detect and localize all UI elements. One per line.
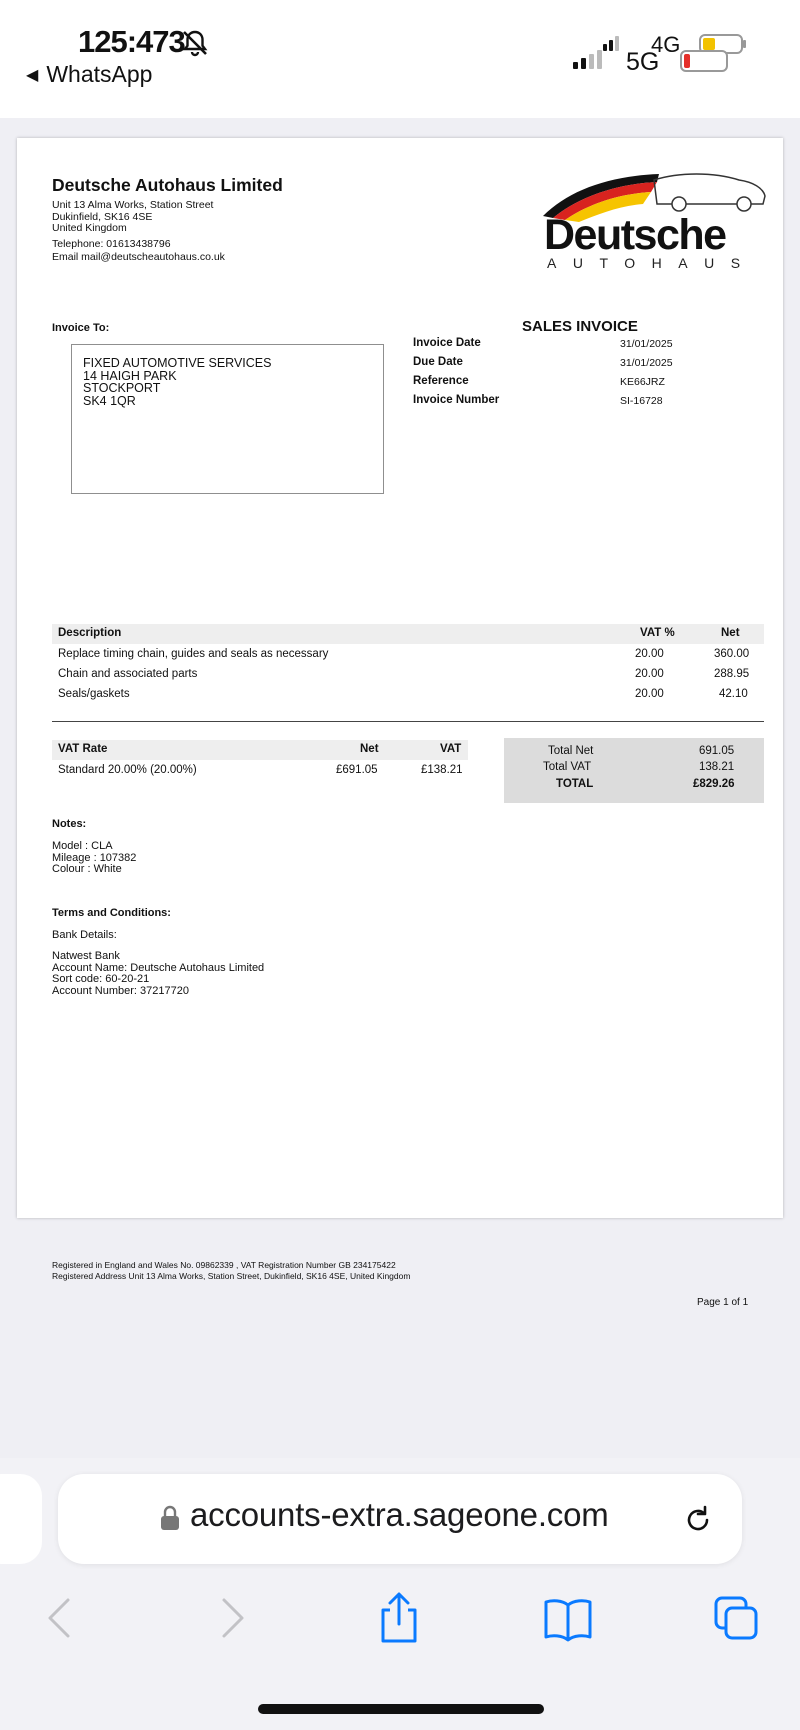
item-vat-pct: 20.00 — [635, 648, 664, 660]
logo-wordmark: Deutsche — [544, 211, 726, 259]
company-email: Email mail@deutscheautohaus.co.uk — [52, 250, 225, 263]
vat-net-value: £691.05 — [336, 764, 378, 776]
total-vat-label: Total VAT — [543, 761, 592, 773]
bank-line: Account Name: Deutsche Autohaus Limited — [52, 961, 265, 974]
invoice-number-label: Invoice Number — [413, 394, 500, 406]
tabs-icon[interactable] — [712, 1590, 762, 1646]
due-date-label: Due Date — [413, 356, 463, 368]
note-line: Mileage : 107382 — [52, 851, 137, 864]
company-contact — [52, 238, 225, 263]
reference-label: Reference — [413, 375, 469, 387]
item-description: Chain and associated parts — [58, 668, 198, 680]
footer-line: Registered Address Unit 13 Alma Works, Station Street, Dukinfield, SK16 4SE, United Kingdom — [52, 1271, 411, 1281]
cellular-signal-icon — [572, 34, 628, 74]
back-arrow-icon[interactable] — [44, 1590, 74, 1646]
total-net-value: 691.05 — [699, 745, 735, 757]
page-number: Page 1 of 1 — [697, 1297, 749, 1308]
vat-amount-value: £138.21 — [421, 764, 463, 776]
col-description: Description — [58, 627, 122, 639]
item-description: Seals/gaskets — [58, 688, 130, 700]
address-line: STOCKPORT — [83, 381, 161, 395]
address-line: United Kingdom — [52, 222, 127, 234]
home-indicator — [258, 1704, 544, 1714]
grand-total-value: £829.26 — [693, 778, 735, 790]
item-vat-pct: 20.00 — [635, 688, 664, 700]
bank-details-label: Bank Details: — [52, 929, 117, 941]
address-line: FIXED AUTOMOTIVE SERVICES — [83, 356, 272, 370]
terms-heading: Terms and Conditions: — [52, 907, 171, 919]
item-vat-pct: 20.00 — [635, 668, 664, 680]
logo-subtitle: AUTOHAUS — [547, 255, 757, 271]
address-line: 14 HAIGH PARK — [83, 368, 177, 383]
col-vat-amount: VAT — [440, 743, 462, 755]
invoice-title: SALES INVOICE — [522, 318, 638, 335]
notes-heading: Notes: — [52, 818, 87, 830]
invoice-page — [17, 138, 783, 1308]
back-app-label: WhatsApp — [46, 61, 153, 87]
status-time: 125:473 — [78, 24, 185, 59]
share-icon[interactable] — [376, 1590, 422, 1646]
vat-table-header — [52, 740, 468, 760]
footer-line: Registered in England and Wales No. 09862339 , VAT Registration Number GB 234175422 — [52, 1260, 396, 1270]
network-5g-label: 5G — [626, 48, 660, 76]
back-triangle-icon: ◀ — [26, 67, 39, 84]
registration-footer — [52, 1260, 410, 1282]
items-table-header — [52, 624, 764, 644]
table-divider — [52, 721, 764, 722]
url-text[interactable]: accounts-extra.sageone.com — [190, 1496, 609, 1533]
invoice-to-label: Invoice To: — [52, 322, 110, 334]
bell-muted-icon — [180, 28, 210, 58]
invoice-date-label: Invoice Date — [413, 337, 481, 349]
address-line: Dukinfield, SK16 4SE — [52, 210, 153, 223]
lock-icon — [160, 1505, 180, 1531]
invoice-number-value: SI-16728 — [620, 395, 663, 407]
back-to-app-link[interactable] — [26, 61, 152, 88]
col-vat-rate: VAT Rate — [58, 743, 108, 755]
total-vat-value: 138.21 — [699, 761, 735, 773]
address-line: Unit 13 Alma Works, Station Street — [52, 199, 214, 211]
note-line: Colour : White — [52, 863, 122, 875]
notes-body — [52, 841, 136, 876]
status-bar — [0, 0, 800, 118]
item-net: 42.10 — [719, 688, 748, 700]
col-net: Net — [721, 627, 740, 639]
bookmarks-icon[interactable] — [542, 1590, 594, 1646]
item-net: 288.95 — [714, 668, 750, 680]
company-name: Deutsche Autohaus Limited — [52, 175, 283, 195]
grand-total-label: TOTAL — [556, 778, 594, 790]
bank-details — [52, 951, 264, 997]
reload-icon[interactable] — [680, 1502, 716, 1538]
col-vat-net: Net — [360, 743, 379, 755]
item-description: Replace timing chain, guides and seals as necessary — [58, 648, 329, 660]
col-vat-pct: VAT % — [640, 627, 675, 639]
network-4g-label: 4G — [651, 32, 681, 57]
item-net: 360.00 — [714, 648, 750, 660]
company-address — [52, 200, 213, 235]
invoice-to-address — [83, 357, 271, 407]
due-date-value: 31/01/2025 — [620, 357, 673, 369]
totals-box — [504, 738, 764, 803]
previous-tab-card[interactable] — [0, 1474, 42, 1564]
bank-line: Account Number: 37217720 — [52, 984, 189, 997]
address-line: SK4 1QR — [83, 393, 136, 408]
invoice-date-value: 31/01/2025 — [620, 338, 673, 350]
vat-rate-value: Standard 20.00% (20.00%) — [58, 764, 197, 776]
bank-line: Sort code: 60-20-21 — [52, 973, 150, 985]
note-line: Model : CLA — [52, 840, 113, 852]
company-telephone: Telephone: 01613438796 — [52, 238, 171, 250]
battery-icon — [678, 34, 750, 74]
bank-line: Natwest Bank — [52, 950, 120, 962]
reference-value: KE66JRZ — [620, 376, 665, 388]
total-net-label: Total Net — [548, 745, 594, 757]
forward-arrow-icon[interactable] — [218, 1590, 248, 1646]
